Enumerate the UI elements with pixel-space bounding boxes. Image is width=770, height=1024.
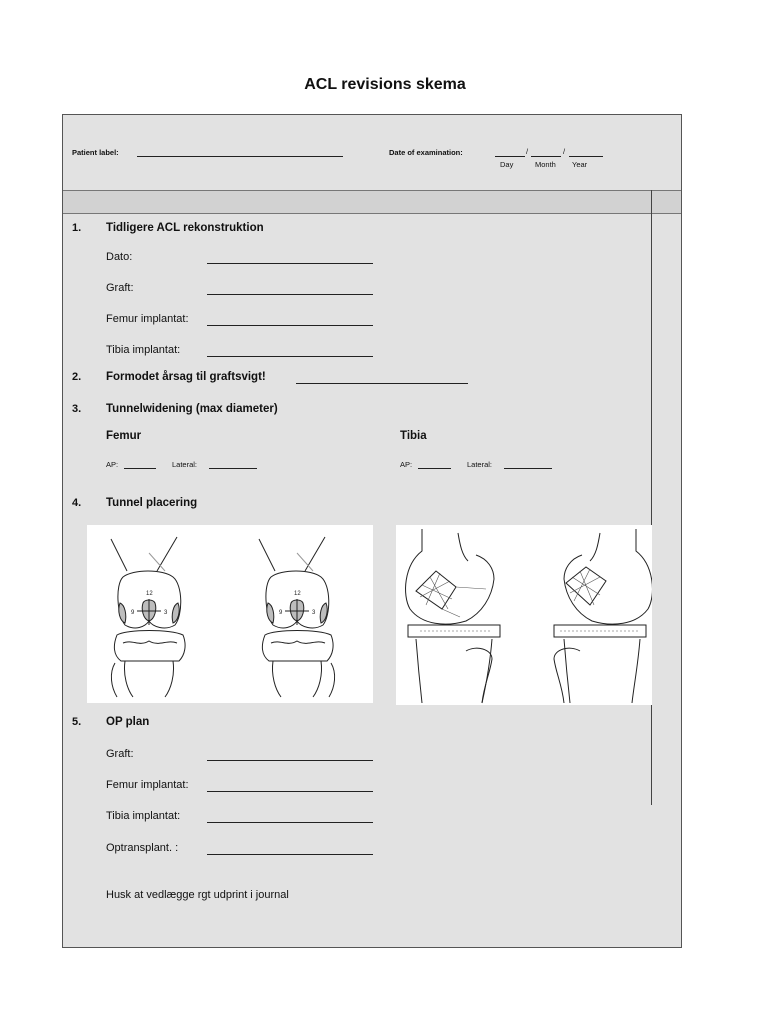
femoral-clock-diagram <box>87 525 373 703</box>
section-1-number: 1. <box>72 222 82 234</box>
op-tibia-implantat-field[interactable] <box>207 822 373 823</box>
op-tibia-implantat-label: Tibia implantat: <box>106 810 181 822</box>
op-femur-implantat-label: Femur implantat: <box>106 779 189 791</box>
optransplant-label: Optransplant. : <box>106 842 179 854</box>
year-caption: Year <box>572 160 588 169</box>
clock-12-right: 12 <box>294 591 301 597</box>
section-3-number: 3. <box>72 403 82 415</box>
op-graft-field[interactable] <box>207 760 373 761</box>
op-femur-implantat-field[interactable] <box>207 791 373 792</box>
clock-9-right: 9 <box>279 610 283 616</box>
dato-label: Dato: <box>106 251 133 263</box>
date-separator: / <box>526 147 529 156</box>
femur-implantat-field[interactable] <box>207 325 373 326</box>
date-separator: / <box>563 147 566 156</box>
femur-ap-field[interactable] <box>124 468 156 469</box>
year-field[interactable] <box>569 156 603 157</box>
lateral-grid-diagram <box>396 525 652 705</box>
section-2-heading: Formodet årsag til graftsvigt! <box>106 371 266 383</box>
revision-form <box>62 114 682 948</box>
femur-ap-label: AP: <box>106 460 119 469</box>
page-title: ACL revisions skema <box>304 76 466 93</box>
tibia-ap-label: AP: <box>400 460 413 469</box>
month-field[interactable] <box>531 156 561 157</box>
section-5-number: 5. <box>72 716 82 728</box>
section-divider-bar <box>63 190 681 214</box>
patient-label-field[interactable] <box>137 156 343 157</box>
knee-lateral-illustration <box>396 525 652 705</box>
clock-3-right: 3 <box>312 610 316 616</box>
clock-12-left: 12 <box>146 591 153 597</box>
tibia-lateral-label: Lateral: <box>467 460 493 469</box>
graft-field[interactable] <box>207 294 373 295</box>
graft-label: Graft: <box>106 282 134 294</box>
patient-label: Patient label: <box>72 148 119 157</box>
section-4-heading: Tunnel placering <box>106 497 198 509</box>
section-3-heading: Tunnelwidening (max diameter) <box>106 403 278 415</box>
tibia-lateral-field[interactable] <box>504 468 552 469</box>
femur-implantat-label: Femur implantat: <box>106 313 189 325</box>
knee-frontal-illustration <box>87 525 373 703</box>
tibia-ap-field[interactable] <box>418 468 451 469</box>
tibia-implantat-label: Tibia implantat: <box>106 344 181 356</box>
op-graft-label: Graft: <box>106 748 134 760</box>
tibia-heading: Tibia <box>400 430 427 442</box>
graftsvigt-field[interactable] <box>296 383 468 384</box>
day-caption: Day <box>500 160 514 169</box>
month-caption: Month <box>535 160 556 169</box>
optransplant-field[interactable] <box>207 854 373 855</box>
right-column-divider <box>651 190 652 805</box>
section-2-number: 2. <box>72 371 82 383</box>
section-5-heading: OP plan <box>106 716 150 728</box>
dato-field[interactable] <box>207 263 373 264</box>
femur-lateral-label: Lateral: <box>172 460 198 469</box>
date-of-examination-label: Date of examination: <box>389 148 463 157</box>
section-4-number: 4. <box>72 497 82 509</box>
section-1-heading: Tidligere ACL rekonstruktion <box>106 222 264 234</box>
femur-heading: Femur <box>106 430 142 442</box>
footer-note: Husk at vedlægge rgt udprint i journal <box>106 889 289 901</box>
femur-lateral-field[interactable] <box>209 468 257 469</box>
clock-9-left: 9 <box>131 610 135 616</box>
clock-3-left: 3 <box>164 610 168 616</box>
day-field[interactable] <box>495 156 525 157</box>
tibia-implantat-field[interactable] <box>207 356 373 357</box>
